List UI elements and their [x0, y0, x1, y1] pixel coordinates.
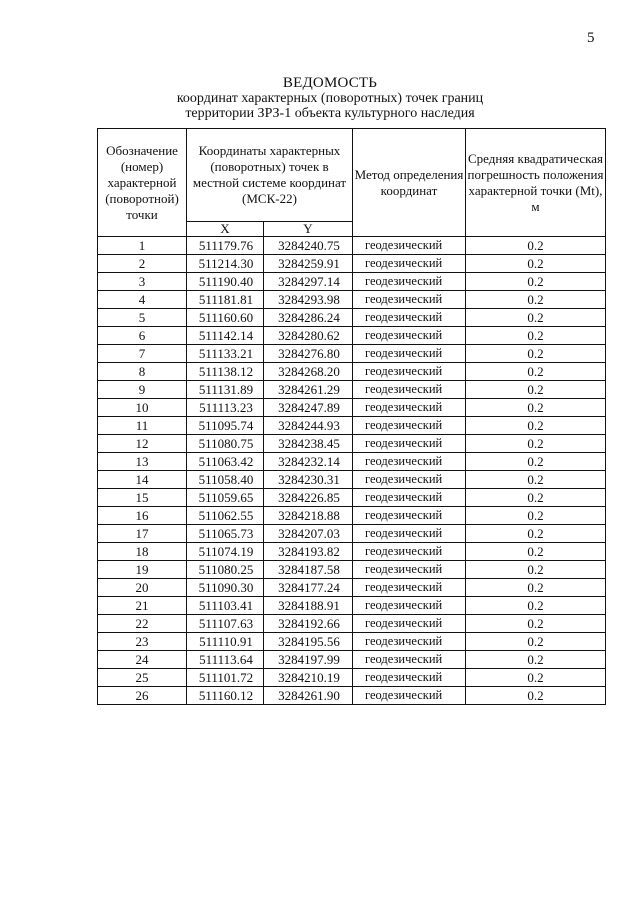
document-subtitle-line-1: координат характерных (поворотных) точек границ: [176, 91, 484, 106]
cell-point-number: 16: [98, 507, 187, 525]
cell-y: 3284261.90: [264, 687, 353, 705]
cell-y: 3284240.75: [264, 237, 353, 255]
cell-y: 3284261.29: [264, 381, 353, 399]
cell-y: 3284276.80: [264, 345, 353, 363]
page-number: 5: [587, 30, 595, 46]
cell-method: геодезический: [353, 597, 466, 615]
cell-method: геодезический: [353, 255, 466, 273]
header-x: X: [187, 222, 264, 237]
cell-y: 3284197.99: [264, 651, 353, 669]
cell-mean-error: 0.2: [466, 669, 606, 687]
cell-method: геодезический: [353, 615, 466, 633]
table-row: [98, 633, 606, 651]
cell-x: 511065.73: [187, 525, 264, 543]
cell-y: 3284230.31: [264, 471, 353, 489]
cell-method: геодезический: [353, 651, 466, 669]
cell-y: 3284268.20: [264, 363, 353, 381]
cell-mean-error: 0.2: [466, 435, 606, 453]
cell-x: 511090.30: [187, 579, 264, 597]
cell-method: геодезический: [353, 507, 466, 525]
cell-mean-error: 0.2: [466, 525, 606, 543]
table-row: [98, 525, 606, 543]
cell-mean-error: 0.2: [466, 309, 606, 327]
cell-y: 3284286.24: [264, 309, 353, 327]
cell-x: 511058.40: [187, 471, 264, 489]
cell-y: 3284293.98: [264, 291, 353, 309]
cell-x: 511181.81: [187, 291, 264, 309]
document-header: [150, 76, 510, 121]
cell-y: 3284187.58: [264, 561, 353, 579]
table-row: [98, 363, 606, 381]
cell-x: 511110.91: [187, 633, 264, 651]
cell-mean-error: 0.2: [466, 363, 606, 381]
table-row: [98, 597, 606, 615]
cell-point-number: 21: [98, 597, 187, 615]
cell-mean-error: 0.2: [466, 489, 606, 507]
cell-x: 511138.12: [187, 363, 264, 381]
cell-mean-error: 0.2: [466, 579, 606, 597]
table-row: [98, 255, 606, 273]
cell-point-number: 8: [98, 363, 187, 381]
cell-y: 3284207.03: [264, 525, 353, 543]
cell-mean-error: 0.2: [466, 687, 606, 705]
cell-mean-error: 0.2: [466, 651, 606, 669]
cell-method: геодезический: [353, 543, 466, 561]
cell-point-number: 13: [98, 453, 187, 471]
cell-point-number: 22: [98, 615, 187, 633]
table-row: [98, 309, 606, 327]
cell-point-number: 4: [98, 291, 187, 309]
cell-x: 511133.21: [187, 345, 264, 363]
cell-point-number: 26: [98, 687, 187, 705]
cell-y: 3284244.93: [264, 417, 353, 435]
cell-x: 511113.23: [187, 399, 264, 417]
cell-method: геодезический: [353, 363, 466, 381]
cell-y: 3284232.14: [264, 453, 353, 471]
cell-method: геодезический: [353, 525, 466, 543]
cell-mean-error: 0.2: [466, 597, 606, 615]
cell-mean-error: 0.2: [466, 507, 606, 525]
cell-method: геодезический: [353, 633, 466, 651]
cell-method: геодезический: [353, 471, 466, 489]
cell-method: геодезический: [353, 669, 466, 687]
cell-method: геодезический: [353, 381, 466, 399]
table-row: [98, 435, 606, 453]
cell-mean-error: 0.2: [466, 417, 606, 435]
table-row: [98, 273, 606, 291]
table-row: [98, 507, 606, 525]
cell-mean-error: 0.2: [466, 255, 606, 273]
cell-x: 511074.19: [187, 543, 264, 561]
table-row: [98, 615, 606, 633]
cell-point-number: 9: [98, 381, 187, 399]
cell-mean-error: 0.2: [466, 615, 606, 633]
cell-mean-error: 0.2: [466, 543, 606, 561]
table-row: [98, 669, 606, 687]
cell-point-number: 24: [98, 651, 187, 669]
table-row: [98, 687, 606, 705]
cell-mean-error: 0.2: [466, 453, 606, 471]
table-row: [98, 579, 606, 597]
cell-mean-error: 0.2: [466, 561, 606, 579]
cell-method: геодезический: [353, 687, 466, 705]
cell-x: 511160.60: [187, 309, 264, 327]
cell-x: 511107.63: [187, 615, 264, 633]
cell-y: 3284195.56: [264, 633, 353, 651]
cell-x: 511059.65: [187, 489, 264, 507]
cell-method: геодезический: [353, 309, 466, 327]
cell-method: геодезический: [353, 489, 466, 507]
cell-mean-error: 0.2: [466, 633, 606, 651]
cell-method: геодезический: [353, 327, 466, 345]
cell-mean-error: 0.2: [466, 327, 606, 345]
cell-method: геодезический: [353, 291, 466, 309]
cell-method: геодезический: [353, 453, 466, 471]
cell-point-number: 1: [98, 237, 187, 255]
cell-y: 3284259.91: [264, 255, 353, 273]
cell-mean-error: 0.2: [466, 399, 606, 417]
coordinates-table-body: [98, 237, 606, 705]
cell-point-number: 12: [98, 435, 187, 453]
cell-point-number: 19: [98, 561, 187, 579]
cell-point-number: 10: [98, 399, 187, 417]
cell-point-number: 14: [98, 471, 187, 489]
cell-y: 3284238.45: [264, 435, 353, 453]
cell-mean-error: 0.2: [466, 291, 606, 309]
cell-y: 3284218.88: [264, 507, 353, 525]
cell-point-number: 15: [98, 489, 187, 507]
cell-mean-error: 0.2: [466, 237, 606, 255]
table-row: [98, 327, 606, 345]
cell-x: 511214.30: [187, 255, 264, 273]
cell-point-number: 5: [98, 309, 187, 327]
cell-point-number: 20: [98, 579, 187, 597]
cell-mean-error: 0.2: [466, 273, 606, 291]
cell-y: 3284297.14: [264, 273, 353, 291]
cell-x: 511131.89: [187, 381, 264, 399]
table-row: [98, 399, 606, 417]
cell-y: 3284193.82: [264, 543, 353, 561]
cell-y: 3284188.91: [264, 597, 353, 615]
cell-point-number: 18: [98, 543, 187, 561]
cell-y: 3284210.19: [264, 669, 353, 687]
table-row: [98, 489, 606, 507]
cell-x: 511080.25: [187, 561, 264, 579]
cell-method: геодезический: [353, 417, 466, 435]
document-subtitle-line-2: территории ЗРЗ-1 объекта культурного наследия: [185, 106, 475, 121]
coordinates-table: [97, 128, 606, 705]
cell-point-number: 6: [98, 327, 187, 345]
cell-point-number: 25: [98, 669, 187, 687]
cell-method: геодезический: [353, 237, 466, 255]
cell-method: геодезический: [353, 435, 466, 453]
cell-method: геодезический: [353, 273, 466, 291]
cell-y: 3284280.62: [264, 327, 353, 345]
table-row: [98, 417, 606, 435]
cell-point-number: 17: [98, 525, 187, 543]
document-title: ВЕДОМОСТЬ: [282, 75, 378, 91]
cell-method: геодезический: [353, 345, 466, 363]
cell-method: геодезический: [353, 561, 466, 579]
cell-point-number: 11: [98, 417, 187, 435]
cell-mean-error: 0.2: [466, 345, 606, 363]
table-row: [98, 453, 606, 471]
cell-point-number: 3: [98, 273, 187, 291]
cell-x: 511063.42: [187, 453, 264, 471]
table-row: [98, 345, 606, 363]
cell-point-number: 2: [98, 255, 187, 273]
cell-x: 511160.12: [187, 687, 264, 705]
cell-x: 511062.55: [187, 507, 264, 525]
cell-x: 511142.14: [187, 327, 264, 345]
cell-x: 511179.76: [187, 237, 264, 255]
table-row: [98, 561, 606, 579]
cell-x: 511101.72: [187, 669, 264, 687]
header-y: Y: [264, 222, 353, 237]
table-row: [98, 381, 606, 399]
cell-x: 511095.74: [187, 417, 264, 435]
cell-x: 511080.75: [187, 435, 264, 453]
cell-method: геодезический: [353, 399, 466, 417]
cell-y: 3284177.24: [264, 579, 353, 597]
cell-x: 511190.40: [187, 273, 264, 291]
cell-y: 3284192.66: [264, 615, 353, 633]
cell-method: геодезический: [353, 579, 466, 597]
header-method: Метод определения координат: [353, 129, 466, 237]
header-coordinates: Координаты характерных (поворотных) точек в местной системе координат (МСК-22): [187, 129, 353, 222]
header-point-number: Обозначение (номер) характерной (поворотной) точки: [98, 129, 187, 237]
cell-point-number: 7: [98, 345, 187, 363]
table-row: [98, 471, 606, 489]
table-row: [98, 543, 606, 561]
table-row: [98, 291, 606, 309]
header-mean-error: Средняя квадратическая погрешность положения характерной точки (Mt), м: [466, 129, 606, 237]
table-row: [98, 237, 606, 255]
cell-x: 511113.64: [187, 651, 264, 669]
cell-point-number: 23: [98, 633, 187, 651]
cell-mean-error: 0.2: [466, 471, 606, 489]
cell-mean-error: 0.2: [466, 381, 606, 399]
table-row: [98, 651, 606, 669]
cell-x: 511103.41: [187, 597, 264, 615]
cell-y: 3284226.85: [264, 489, 353, 507]
cell-y: 3284247.89: [264, 399, 353, 417]
